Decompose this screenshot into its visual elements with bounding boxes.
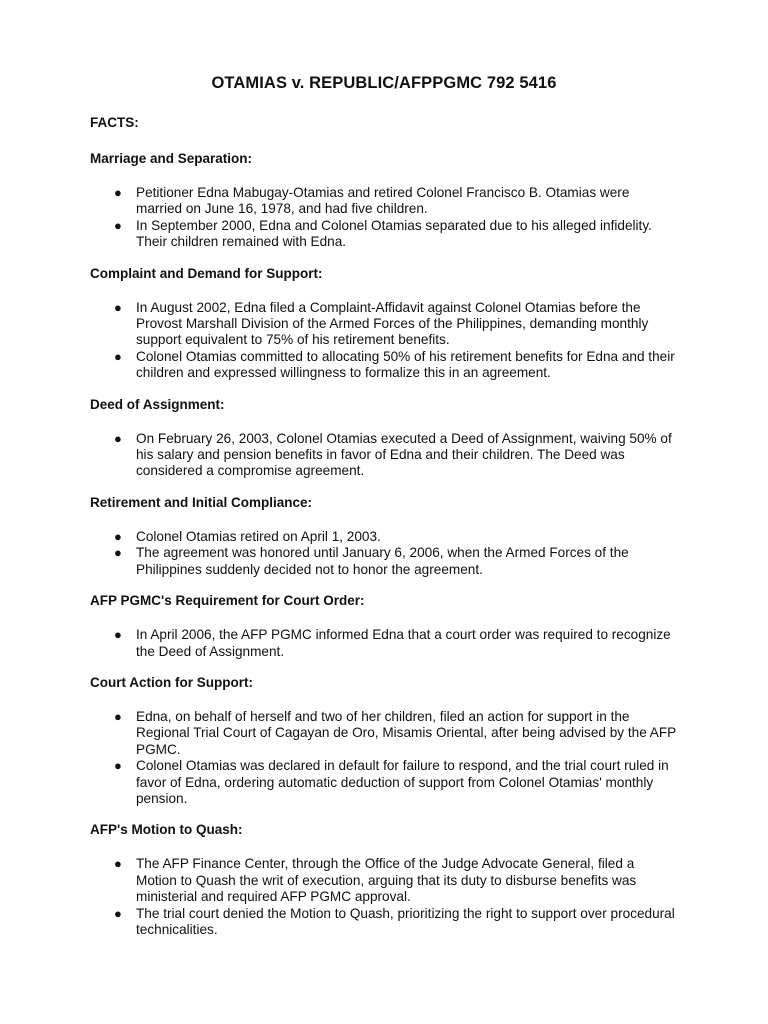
list-item [90,627,678,660]
bullet-list [90,185,678,251]
section-heading: Court Action for Support: [90,674,253,690]
section-motion-to-quash [90,821,678,938]
list-item-text: Colonel Otamias was declared in default for failure to respond, and the trial court ruled in favor of Edna, ordering automatic deduction of support from Colonel Otamias' monthly pension. [136,758,669,806]
bullet-icon: ● [114,185,122,200]
bullet-list [90,300,678,382]
list-item [90,431,678,480]
bullet-icon: ● [114,708,122,724]
bullet-list [90,529,678,578]
bullet-icon: ● [114,299,122,315]
list-item-text: Colonel Otamias retired on April 1, 2003. [136,528,381,544]
bullet-icon: ● [114,905,122,921]
list-item [90,300,678,349]
bullet-icon: ● [114,545,122,561]
list-item-text: The AFP Finance Center, through the Office of the Judge Advocate General, filed a Motion to Quash the writ of execution, arguing that its duty to disburse benefits was ministerial and required AFP PGMC approval. [136,856,637,905]
section-heading: Retirement and Initial Compliance: [90,494,313,510]
bullet-icon: ● [114,856,122,872]
bullet-list [90,856,678,938]
list-item [90,545,678,578]
bullet-list [90,709,678,807]
list-item [90,529,678,545]
list-item-text: Petitioner Edna Mabugay-Otamias and retired Colonel Francisco B. Otamias were married on June 16, 1978, and had five children. [136,185,630,217]
list-item-text: Edna, on behalf of herself and two of her children, filed an action for support in the Regional Trial Court of Cagayan de Oro, Misamis Oriental, after being advised by the AFP PGMC. [136,708,676,757]
section-heading: Marriage and Separation: [90,151,253,166]
list-item [90,218,678,251]
section-afp-pgmc-requirement [90,592,678,660]
section-heading: AFP's Motion to Quash: [90,822,243,838]
section-court-action [90,674,678,807]
list-item [90,349,678,382]
section-complaint-support [90,265,678,382]
bullet-list [90,627,678,660]
facts-label: FACTS: [90,115,139,130]
section-heading: Complaint and Demand for Support: [90,265,323,281]
section-marriage-separation [90,150,678,251]
section-retirement-compliance [90,494,678,578]
list-item [90,185,678,218]
document-title: OTAMIAS v. REPUBLIC/AFPPGMC 792 5416 [211,74,557,92]
section-heading: Deed of Assignment: [90,396,225,412]
section-heading: AFP PGMC's Requirement for Court Order: [90,593,365,609]
bullet-icon: ● [114,348,122,364]
list-item-text: The trial court denied the Motion to Quash, prioritizing the right to support over procedural technicalities. [136,905,675,937]
bullet-icon: ● [114,758,122,774]
list-item [90,856,678,905]
list-item [90,709,678,758]
list-item [90,906,678,939]
bullet-icon: ● [114,430,122,446]
list-item-text: In September 2000, Edna and Colonel Otamias separated due to his alleged infidelity. Their children remained with Edna. [136,217,652,250]
section-deed-assignment [90,396,678,480]
bullet-icon: ● [114,627,122,643]
bullet-icon: ● [114,217,122,233]
list-item-text: In April 2006, the AFP PGMC informed Edna that a court order was required to recognize the Deed of Assignment. [136,627,671,659]
list-item-text: Colonel Otamias committed to allocating 50% of his retirement benefits for Edna and their children and expressed willingness to formalize this in an agreement. [136,348,675,381]
list-item-text: The agreement was honored until January 6, 2006, when the Armed Forces of the Philippines suddenly decided not to honor the agreement. [136,545,629,577]
list-item [90,758,678,807]
list-item-text: On February 26, 2003, Colonel Otamias executed a Deed of Assignment, waiving 50% of his salary and pension benefits in favor of Edna and their children. The Deed was considered a compromise agreement. [136,430,672,479]
bullet-list [90,431,678,480]
list-item-text: In August 2002, Edna filed a Complaint-Affidavit against Colonel Otamias before the Provost Marshall Division of the Armed Forces of the Philippines, demanding monthly support equivalent to 75% of his retirement benefits. [136,299,649,348]
bullet-icon: ● [114,528,122,544]
